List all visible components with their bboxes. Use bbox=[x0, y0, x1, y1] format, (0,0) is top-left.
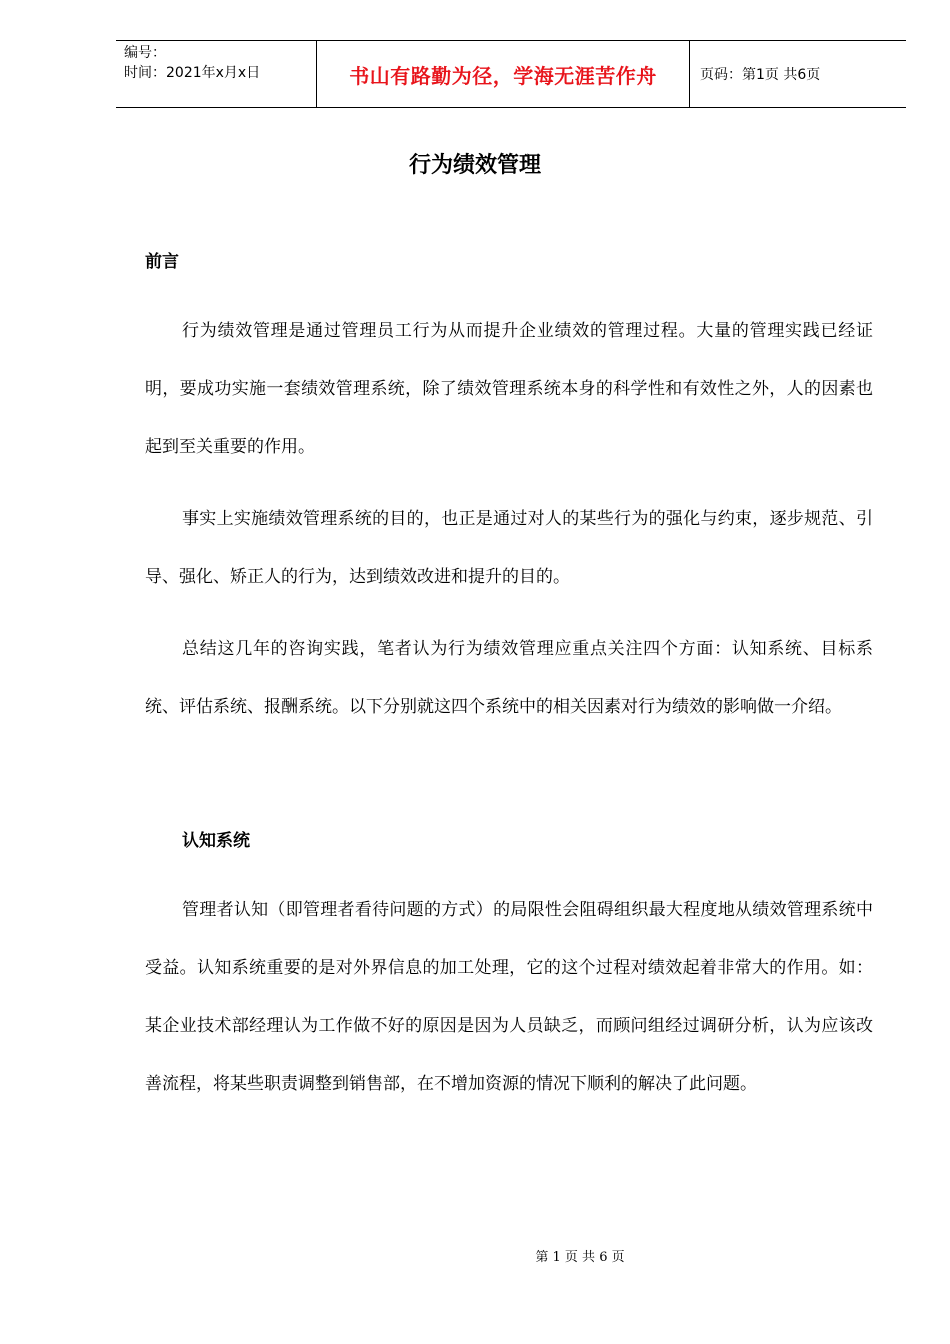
document-title: 行为绩效管理 bbox=[408, 153, 541, 178]
preface-heading: 前言 bbox=[145, 252, 179, 272]
header-table bbox=[116, 40, 906, 108]
cognition-heading: 认知系统 bbox=[182, 831, 250, 851]
preface-paragraph-2: 事实上实施绩效管理系统的目的，也正是通过对人的某些行为的强化与约束，逐步规范、引导、强化、矫正人的行为，达到绩效改进和提升的目的。 bbox=[145, 509, 873, 587]
page-info-cell bbox=[690, 41, 906, 107]
time-label: 时间：2021年x月x日 bbox=[124, 65, 261, 81]
preface-paragraph-3: 总结这几年的咨询实践，笔者认为行为绩效管理应重点关注四个方面：认知系统、目标系统、评估系统、报酬系统。以下分别就这四个系统中的相关因素对行为绩效的影响做一介绍。 bbox=[145, 639, 873, 717]
number-label: 编号： bbox=[124, 45, 166, 61]
page-footer: 第 1 页 共 6 页 bbox=[535, 1250, 625, 1265]
motto-text: 书山有路勤为径，学海无涯苦作舟 bbox=[349, 63, 657, 88]
header-meta-cell bbox=[116, 41, 316, 107]
motto-cell bbox=[316, 41, 690, 107]
page-info-text: 页码：第1页 共6页 bbox=[700, 67, 821, 83]
preface-paragraph-1: 行为绩效管理是通过管理员工行为从而提升企业绩效的管理过程。大量的管理实践已经证明，要成功实施一套绩效管理系统，除了绩效管理系统本身的科学性和有效性之外，人的因素也起到至关重要的作用。 bbox=[145, 321, 873, 457]
cognition-paragraph-1: 管理者认知（即管理者看待问题的方式）的局限性会阻碍组织最大程度地从绩效管理系统中受益。认知系统重要的是对外界信息的加工处理，它的这个过程对绩效起着非常大的作用。如：某企业技术部经理认为工作做不好的原因是因为人员缺乏，而顾问组经过调研分析，认为应该改善流程，将某些职责调整到销售部，在不增加资源的情况下顺利的解决了此问题。 bbox=[145, 900, 873, 1094]
